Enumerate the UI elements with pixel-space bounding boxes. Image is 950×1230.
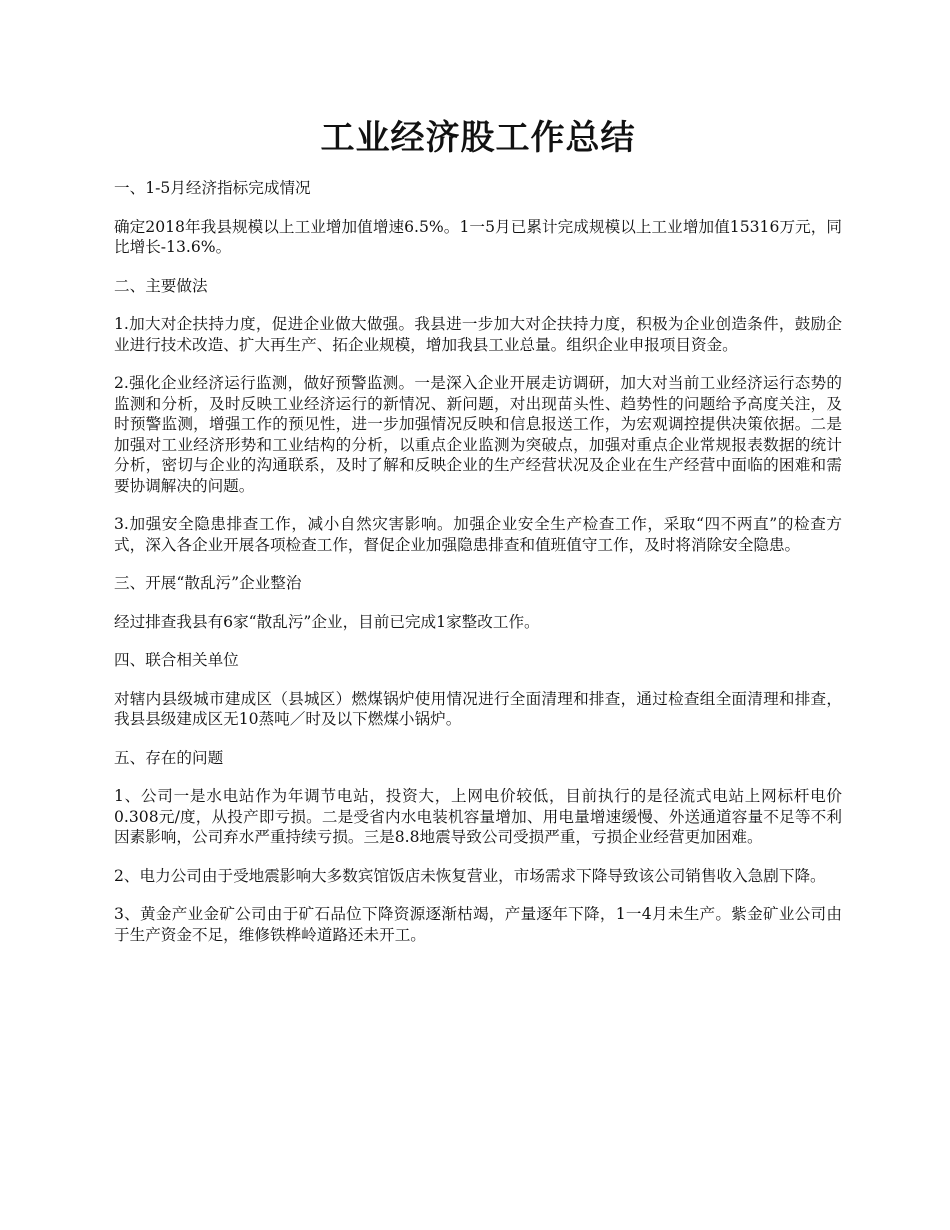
- section-heading-4: 四、联合相关单位: [114, 651, 239, 669]
- section-heading-3: 三、开展“散乱污”企业整治: [114, 574, 302, 592]
- document-title: 工业经济股工作总结: [320, 118, 636, 158]
- paragraph-boilers: 对辖内县级城市建成区（县城区）燃煤锅炉使用情况进行全面清理和排查，通过检查组全面清理和排查，我县县级建成区无10蒸吨／时及以下燃煤小锅炉。: [114, 689, 842, 728]
- paragraph-indicators: 确定2018年我县规模以上工业增加值增速6.5%。1一5月已累计完成规模以上工业增加值15316万元，同比增长-13.6%。: [114, 217, 842, 256]
- section-heading-1: 一、1-5月经济指标完成情况: [114, 179, 311, 197]
- section-heading-5: 五、存在的问题: [114, 748, 224, 767]
- paragraph-problem-2: 2、电力公司由于受地震影响大多数宾馆饭店未恢复营业，市场需求下降导致该公司销售收入急剧下降。: [114, 866, 826, 885]
- paragraph-pollution: 经过排查我县有6家“散乱污”企业，目前已完成1家整改工作。: [114, 612, 540, 631]
- paragraph-measure-2: 2.强化企业经济运行监测，做好预警监测。一是深入企业开展走访调研，加大对当前工业经济运行态势的监测和分析，及时反映工业经济运行的新情况、新问题，对出现苗头性、趋势性的问题给予高度关注，及时预警监测，增强工作的预见性，进一步加强情况反映和信息报送工作，为宏观调控提供决策依据。二是加强对工业经济形势和工业结构的分析，以重点企业监测为突破点，加强对重点企业常规报表数据的统计分析，密切与企业的沟通联系，及时了解和反映企业的生产经营状况及企业在生产经营中面临的困难和需要协调解决的问题。: [114, 374, 842, 495]
- section-heading-2: 二、主要做法: [114, 276, 208, 295]
- document-page: [114, 0, 842, 945]
- paragraph-measure-1: 1.加大对企扶持力度，促进企业做大做强。我县进一步加大对企扶持力度，积极为企业创造条件，鼓励企业进行技术改造、扩大再生产、拓企业规模，增加我县工业总量。组织企业申报项目资金。: [114, 315, 842, 354]
- paragraph-problem-3: 3、黄金产业金矿公司由于矿石品位下降资源逐渐枯竭，产量逐年下降，1一4月未生产。紫金矿业公司由于生产资金不足，维修铁桦岭道路还未开工。: [114, 905, 842, 944]
- paragraph-measure-3: 3.加强安全隐患排查工作，减小自然灾害影响。加强企业安全生产检查工作，采取“四不两直”的检查方式，深入各企业开展各项检查工作，督促企业加强隐患排查和值班值守工作，及时将消除安全隐患。: [114, 515, 842, 554]
- paragraph-problem-1: 1、公司一是水电站作为年调节电站，投资大，上网电价较低，目前执行的是径流式电站上网标杆电价0.308元/度，从投产即亏损。二是受省内水电装机容量增加、用电量增速缓慢、外送通道容量不足等不利因素影响，公司弃水严重持续亏损。三是8.8地震导致公司受损严重，亏损企业经营更加困难。: [114, 787, 842, 846]
